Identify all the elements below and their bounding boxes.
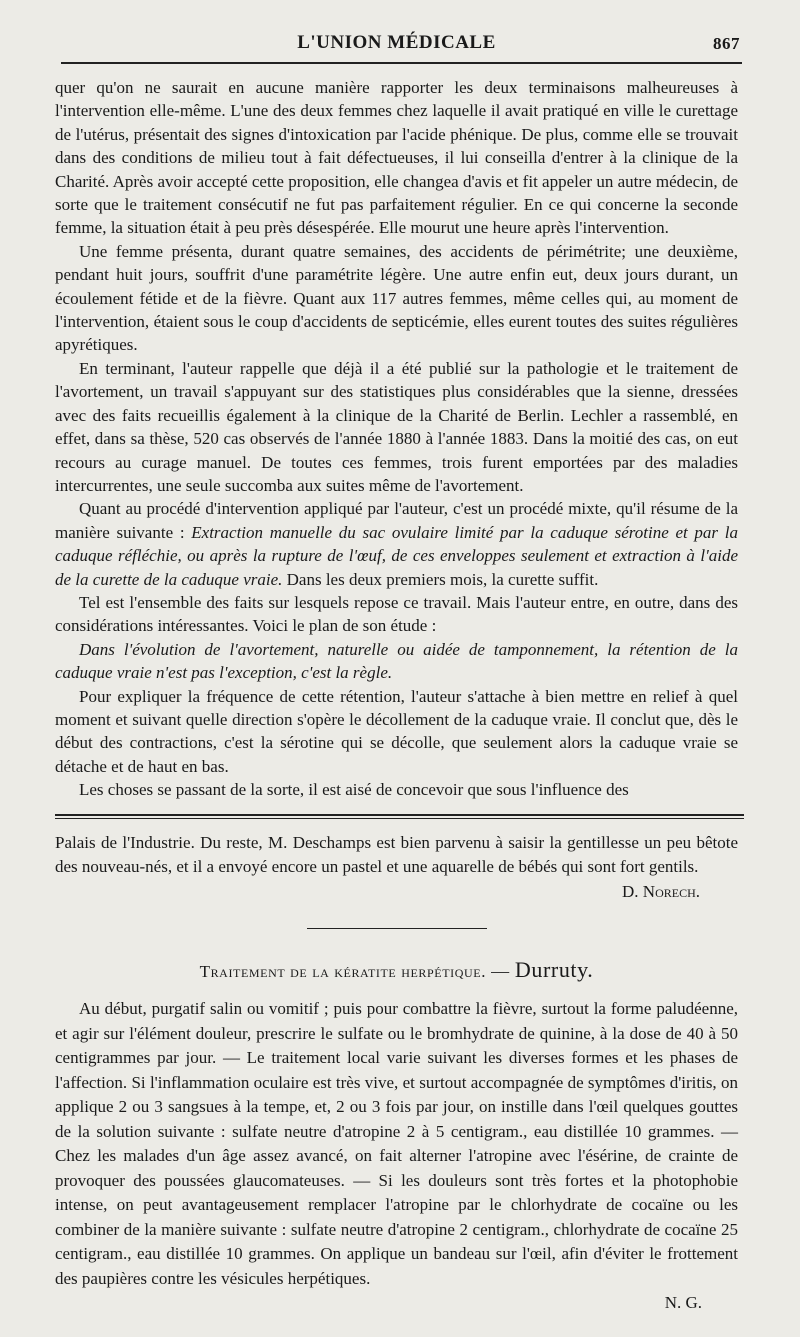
- article-initials: N. G.: [664, 1293, 702, 1313]
- running-head: [55, 28, 738, 62]
- feuilleton-separator: [55, 814, 744, 819]
- paragraph: Les choses se passant de la sorte, il est aisé de concevoir que sous l'influence des: [79, 780, 629, 800]
- feuilleton-text: Palais de l'Industrie. Du reste, M. Deschamps est bien parvenu à saisir la gentillesse un peu bêtote des nouveau-nés, et il a envoyé encore un pastel et une aquarelle de bébés qui sont fort gentils.: [55, 832, 738, 877]
- page-number: 867: [713, 34, 740, 53]
- article-lower: [55, 957, 738, 1313]
- paragraph: quer qu'on ne saurait en aucune manière rapporter les deux terminaisons malheureuses à l'intervention elle-même. L'une des deux femmes chez laquelle il avait pratiqué en ville le curettage de l'utérus, présentait des signes d'intoxication par l'acide phénique. De plus, comme elle se trouvait dans des conditions de milieu tout à fait défectueuses, il lui conseilla d'entrer à la clinique de la Charité. Après avoir accepté cette proposition, elle changea d'avis et fit appeler un autre médecin, de sorte que le traitement consécutif ne fut pas parfaitement régulier. En ce qui concerne la seconde femme, la situation était à peu près désespérée. Elle mourut une heure après l'intervention.: [55, 78, 738, 238]
- feuilleton: [55, 831, 738, 905]
- journal-title: L'UNION MÉDICALE: [297, 32, 496, 53]
- plan-italic: [55, 638, 738, 685]
- paragraph: Une femme présenta, durant quatre semaines, des accidents de périmétrite; une deuxième, pendant huit jours, souffrit d'une paramétrite légère. Une autre enfin eut, deux jours durant, un écoulement fétide et de la fièvre. Quant aux 117 autres femmes, même celles qui, au moment de l'intervention, étaient sous le coup d'accidents de septicémie, elles eurent toutes des suites régulières apyrétiques.: [55, 241, 738, 355]
- article-title: [55, 957, 738, 983]
- title-dash: —: [486, 961, 515, 982]
- procedure-paragraph: [55, 497, 738, 591]
- article-body: Au début, purgatif salin ou vomitif ; puis pour combattre la fièvre, surtout la forme paludéenne, et agir sur l'élément douleur, prescrire le sulfate ou le bromhydrate de quinine, à la dose de 40 à 50 centigrammes par jour. — Le traitement local varie suivant les diverses formes et les phases de l'affection. Si l'inflammation oculaire est très vive, et surtout accompagnée de symptômes d'iritis, on applique 2 ou 3 sangsues à la tempe, et, 2 ou 3 fois par jour, on instille dans l'œil quelques gouttes de la solution suivante : sulfate neutre d'atropine 2 à 5 centigram., eau distillée 10 grammes. — Chez les malades d'un âge assez avancé, on fait alterner l'atropine avec l'ésérine, de crainte de provoquer des poussées glaucomateuses. — Si les douleurs sont très fortes et la photophobie intense, on peut avantageusement remplacer l'atropine par le chlorhydrate de cocaïne ou les combiner de la manière suivante : sulfate neutre d'atropine 2 centigram., chlorhydrate de cocaïne 25 centigram., eau distillée 10 grammes. On applique un bandeau sur l'œil, afin d'éviter le frottement des paupières contre les vésicules herpétiques.: [55, 999, 738, 1288]
- article-author: Durruty.: [514, 957, 594, 983]
- plan-intro: Tel est l'ensemble des faits sur lesquels repose ce travail. Mais l'auteur entre, en outre, dans des considérations intéressantes. Voici le plan de son étude :: [55, 592, 738, 636]
- article-title-text: Traitement de la kératite herpétique.: [199, 962, 487, 982]
- plan-italic-text: Dans l'évolution de l'avortement, naturelle ou aidée de tamponnement, la rétention de la caduque vraie n'est pas l'exception, c'est la règle.: [55, 639, 738, 683]
- procedure-italic: Extraction manuelle du sac ovulaire limité par la caduque sérotine et par la caduque réfléchie, ou après la rupture de l'œuf, de ces enveloppes seulement et extraction à l'aide de la curette de la caduque vraie.: [55, 522, 738, 589]
- procedure-intro: Quant au procédé d'intervention appliqué par l'auteur, c'est un procédé mixte, qu'il résume de la manière suivante :: [55, 499, 738, 542]
- article-upper: [55, 76, 738, 802]
- header-rule: [61, 62, 742, 64]
- paragraph: En terminant, l'auteur rappelle que déjà il a été publié sur la pathologie et le traitement de l'avortement, un travail s'appuyant sur des statistiques plus considérables que la sienne, dressées avec des faits recueillis également à la clinique de la Charité de Berlin. Lechler a rassemblé, en effet, dans sa thèse, 520 cas observés de l'année 1880 à l'année 1883. Dans la moitié des cas, on eut recours au curage manuel. De toutes ces femmes, trois furent emportées par des maladies intercurrentes, une seule succomba aux suites même de l'avortement.: [55, 358, 738, 495]
- paragraph: Pour expliquer la fréquence de cette rétention, l'auteur s'attache à bien mettre en relief à quel moment et suivant quelle direction s'opère le décollement de la caduque vraie. Il conclut que, dès le début des contractions, c'est la sérotine qui se décolle, que seulement alors la caduque vraie se détache et de haut en bas.: [55, 686, 738, 776]
- feuilleton-signature: D. Norech.: [622, 881, 700, 901]
- section-rule: [307, 928, 487, 929]
- procedure-end: Dans les deux premiers mois, la curette suffit.: [282, 569, 599, 589]
